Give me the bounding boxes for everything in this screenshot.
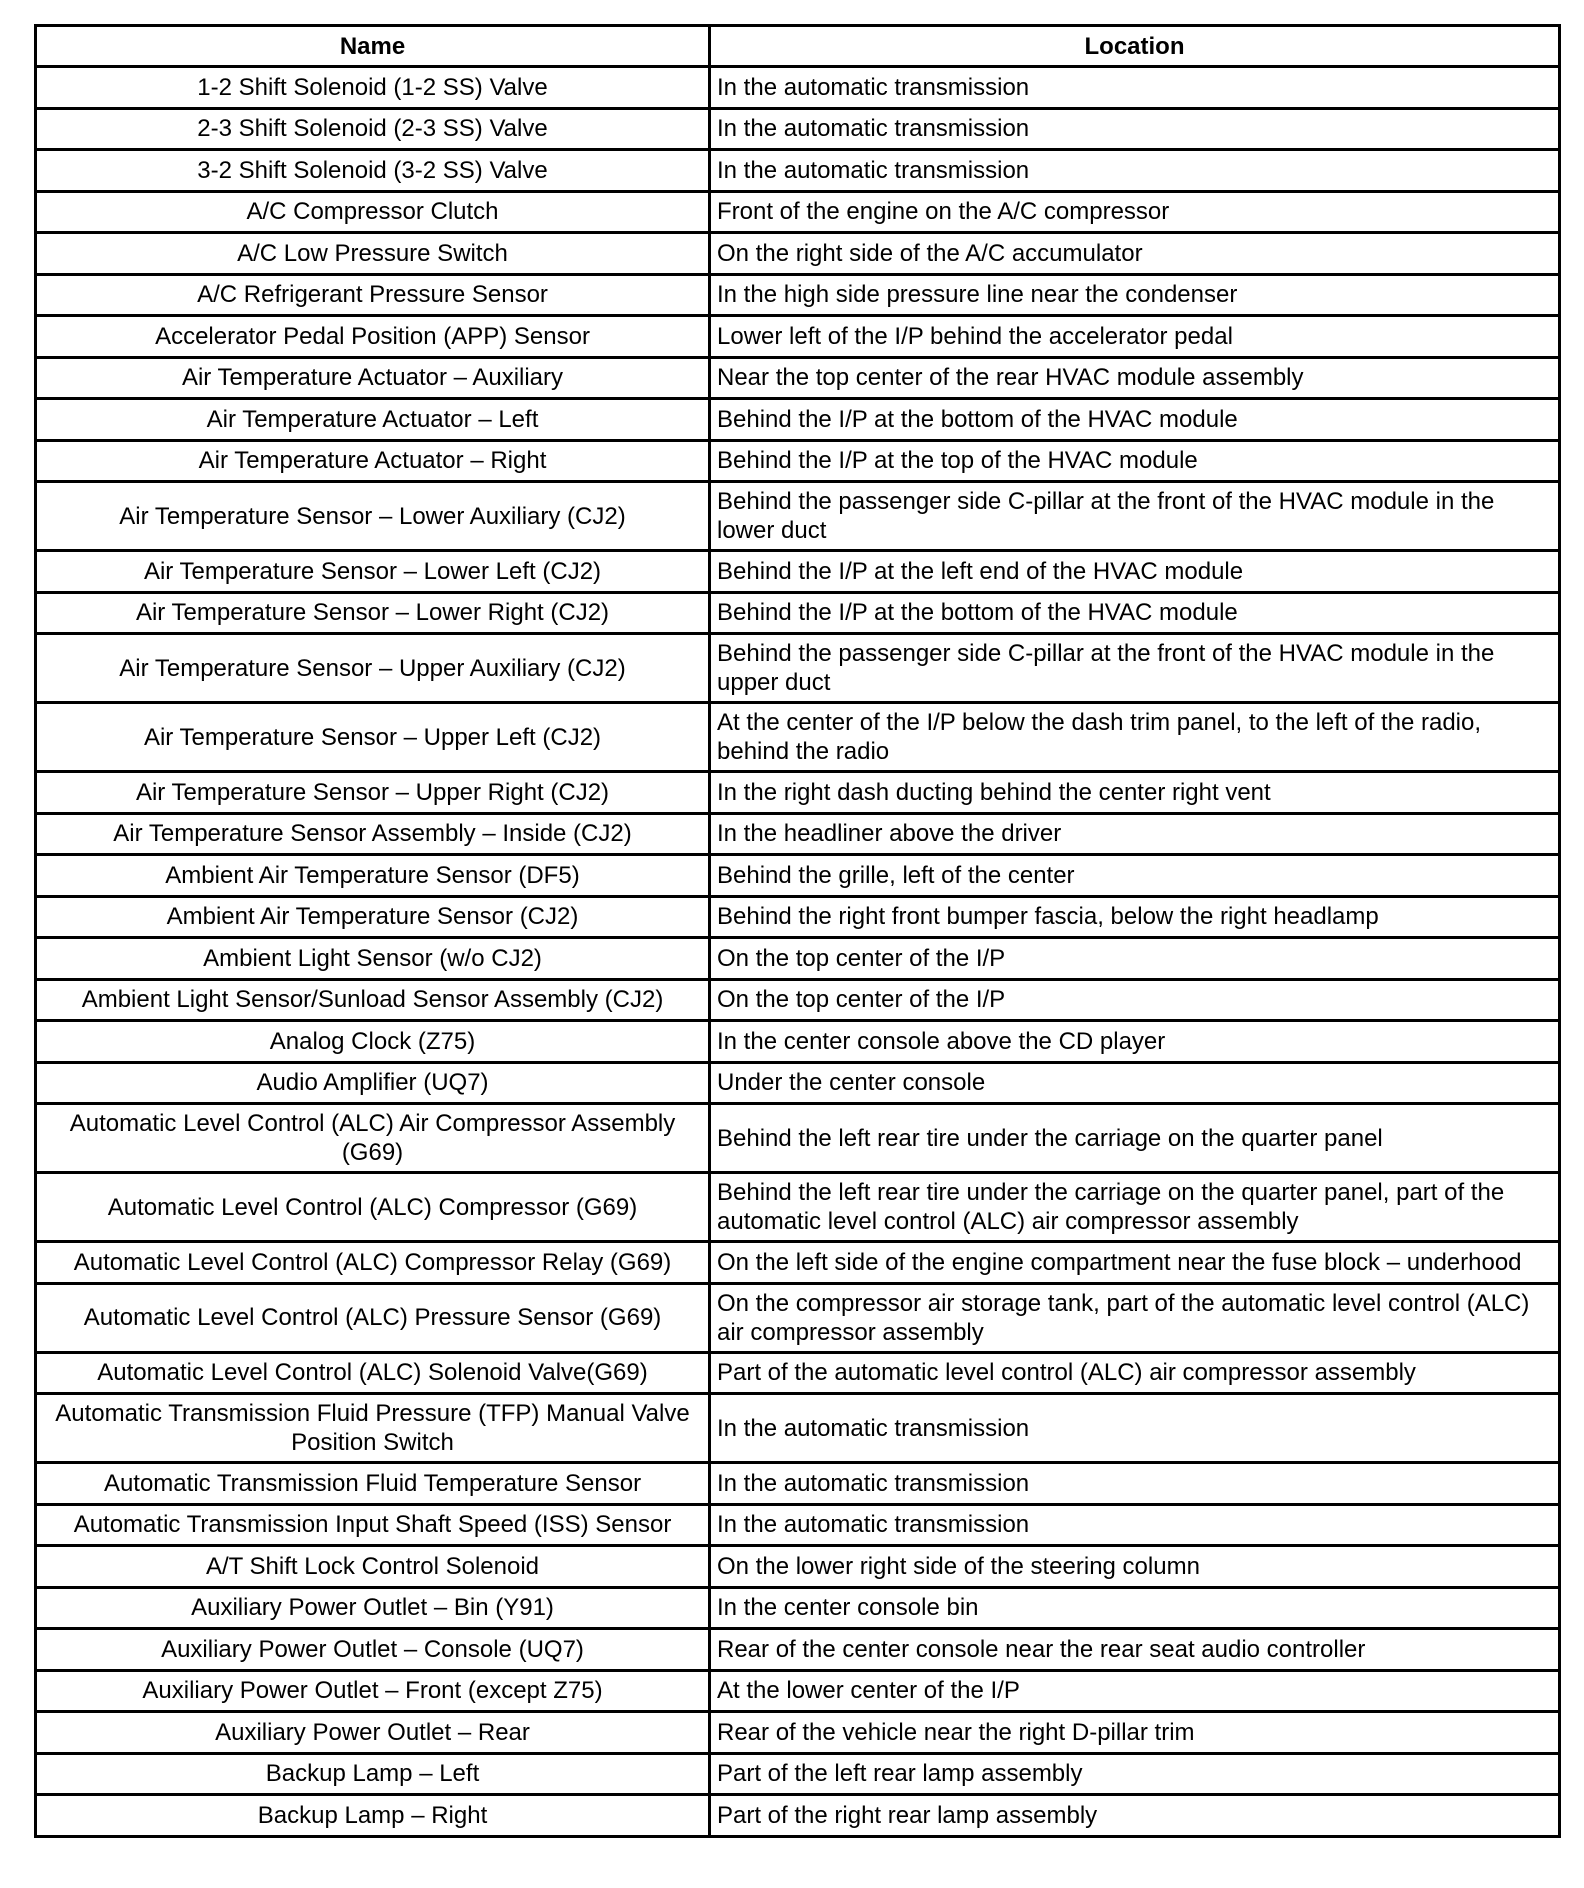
table-row [36,274,1560,316]
table-row [36,855,1560,897]
component-name-cell: Auxiliary Power Outlet – Bin (Y91) [36,1587,710,1629]
location-column-header: Location [710,26,1560,67]
table-row [36,703,1560,772]
table-row [36,772,1560,814]
table-row [36,1283,1560,1352]
component-location-cell: Behind the right front bumper fascia, below the right headlamp [710,896,1560,938]
component-location-cell: In the high side pressure line near the condenser [710,274,1560,316]
component-name-cell: Air Temperature Sensor – Lower Left (CJ2) [36,551,710,593]
table-row [36,938,1560,980]
component-location-cell: Behind the grille, left of the center [710,855,1560,897]
component-location-cell: Behind the I/P at the top of the HVAC module [710,440,1560,482]
component-name-cell: Ambient Light Sensor/Sunload Sensor Assembly (CJ2) [36,979,710,1021]
component-location-cell: On the compressor air storage tank, part of the automatic level control (ALC) air compressor assembly [710,1283,1560,1352]
component-name-cell: Auxiliary Power Outlet – Rear [36,1712,710,1754]
component-name-cell: Air Temperature Actuator – Auxiliary [36,357,710,399]
table-row [36,233,1560,275]
table-row [36,150,1560,192]
component-name-cell: Backup Lamp – Left [36,1753,710,1795]
component-location-cell: In the automatic transmission [710,150,1560,192]
table-row [36,1753,1560,1795]
component-name-cell: Air Temperature Sensor – Lower Auxiliary (CJ2) [36,482,710,551]
component-location-cell: On the left side of the engine compartment near the fuse block – underhood [710,1242,1560,1284]
component-name-cell: Automatic Level Control (ALC) Pressure Sensor (G69) [36,1283,710,1352]
table-row [36,316,1560,358]
component-location-cell: Behind the I/P at the left end of the HVAC module [710,551,1560,593]
component-location-cell: Behind the I/P at the bottom of the HVAC module [710,592,1560,634]
component-location-cell: Behind the passenger side C-pillar at the front of the HVAC module in the lower duct [710,482,1560,551]
table-row [36,482,1560,551]
table-body [36,67,1560,1837]
component-location-cell: In the automatic transmission [710,1394,1560,1463]
component-name-cell: Air Temperature Sensor – Upper Auxiliary (CJ2) [36,634,710,703]
component-name-cell: Ambient Air Temperature Sensor (CJ2) [36,896,710,938]
component-location-cell: On the lower right side of the steering column [710,1546,1560,1588]
component-location-cell: Part of the left rear lamp assembly [710,1753,1560,1795]
table-row [36,1173,1560,1242]
component-location-cell: At the lower center of the I/P [710,1670,1560,1712]
table-row [36,1352,1560,1394]
component-name-cell: Air Temperature Sensor – Upper Left (CJ2) [36,703,710,772]
component-name-cell: A/T Shift Lock Control Solenoid [36,1546,710,1588]
component-name-cell: Automatic Transmission Input Shaft Speed (ISS) Sensor [36,1504,710,1546]
table-row [36,1504,1560,1546]
component-location-cell: Rear of the vehicle near the right D-pillar trim [710,1712,1560,1754]
table-row [36,1021,1560,1063]
table-row [36,813,1560,855]
table-row [36,1587,1560,1629]
table-header-row [36,26,1560,67]
table-row [36,1104,1560,1173]
component-name-cell: Air Temperature Actuator – Right [36,440,710,482]
component-name-cell: Ambient Light Sensor (w/o CJ2) [36,938,710,980]
component-location-cell: Behind the left rear tire under the carriage on the quarter panel, part of the automatic level control (ALC) air compressor assembly [710,1173,1560,1242]
table-row [36,108,1560,150]
component-name-cell: Audio Amplifier (UQ7) [36,1062,710,1104]
component-location-cell: Behind the I/P at the bottom of the HVAC module [710,399,1560,441]
table-row [36,979,1560,1021]
table-row [36,440,1560,482]
component-location-cell: Rear of the center console near the rear seat audio controller [710,1629,1560,1671]
component-location-cell: Front of the engine on the A/C compressor [710,191,1560,233]
table-row [36,399,1560,441]
component-location-cell: On the top center of the I/P [710,979,1560,1021]
component-location-cell: In the automatic transmission [710,1504,1560,1546]
table-row [36,1062,1560,1104]
component-location-cell: In the headliner above the driver [710,813,1560,855]
component-location-cell: Part of the right rear lamp assembly [710,1795,1560,1837]
table-row [36,1670,1560,1712]
component-location-cell: On the top center of the I/P [710,938,1560,980]
component-name-cell: A/C Low Pressure Switch [36,233,710,275]
component-location-cell: At the center of the I/P below the dash trim panel, to the left of the radio, behind the radio [710,703,1560,772]
component-location-cell: In the automatic transmission [710,108,1560,150]
component-name-cell: Automatic Level Control (ALC) Air Compressor Assembly (G69) [36,1104,710,1173]
component-name-cell: Air Temperature Sensor – Lower Right (CJ2) [36,592,710,634]
component-location-cell: Behind the left rear tire under the carriage on the quarter panel [710,1104,1560,1173]
table-row [36,357,1560,399]
table-row [36,1629,1560,1671]
table-row [36,1242,1560,1284]
component-name-cell: Automatic Level Control (ALC) Compressor Relay (G69) [36,1242,710,1284]
component-location-cell: In the center console bin [710,1587,1560,1629]
component-location-cell: Lower left of the I/P behind the accelerator pedal [710,316,1560,358]
table-row [36,592,1560,634]
table-row [36,896,1560,938]
component-name-cell: Automatic Transmission Fluid Pressure (TFP) Manual Valve Position Switch [36,1394,710,1463]
component-location-cell: In the right dash ducting behind the center right vent [710,772,1560,814]
component-name-cell: Automatic Level Control (ALC) Compressor (G69) [36,1173,710,1242]
component-name-cell: Automatic Level Control (ALC) Solenoid Valve(G69) [36,1352,710,1394]
document-page [34,24,1558,1838]
component-name-cell: A/C Refrigerant Pressure Sensor [36,274,710,316]
component-location-table [34,24,1561,1838]
table-row [36,1546,1560,1588]
component-name-cell: 1-2 Shift Solenoid (1-2 SS) Valve [36,67,710,109]
component-name-cell: Backup Lamp – Right [36,1795,710,1837]
component-name-cell: Air Temperature Actuator – Left [36,399,710,441]
component-location-cell: Behind the passenger side C-pillar at the front of the HVAC module in the upper duct [710,634,1560,703]
component-location-cell: Near the top center of the rear HVAC module assembly [710,357,1560,399]
component-location-cell: Under the center console [710,1062,1560,1104]
table-row [36,1795,1560,1837]
component-name-cell: Automatic Transmission Fluid Temperature Sensor [36,1463,710,1505]
component-name-cell: Air Temperature Sensor Assembly – Inside (CJ2) [36,813,710,855]
component-location-cell: In the automatic transmission [710,67,1560,109]
table-row [36,1463,1560,1505]
table-row [36,634,1560,703]
component-name-cell: 3-2 Shift Solenoid (3-2 SS) Valve [36,150,710,192]
component-name-cell: 2-3 Shift Solenoid (2-3 SS) Valve [36,108,710,150]
component-name-cell: Auxiliary Power Outlet – Console (UQ7) [36,1629,710,1671]
component-location-cell: On the right side of the A/C accumulator [710,233,1560,275]
component-name-cell: Air Temperature Sensor – Upper Right (CJ2) [36,772,710,814]
component-name-cell: A/C Compressor Clutch [36,191,710,233]
table-row [36,1394,1560,1463]
component-location-cell: Part of the automatic level control (ALC) air compressor assembly [710,1352,1560,1394]
component-name-cell: Ambient Air Temperature Sensor (DF5) [36,855,710,897]
component-name-cell: Auxiliary Power Outlet – Front (except Z75) [36,1670,710,1712]
table-row [36,1712,1560,1754]
component-location-cell: In the automatic transmission [710,1463,1560,1505]
name-column-header: Name [36,26,710,67]
table-row [36,191,1560,233]
component-name-cell: Analog Clock (Z75) [36,1021,710,1063]
component-location-cell: In the center console above the CD player [710,1021,1560,1063]
component-name-cell: Accelerator Pedal Position (APP) Sensor [36,316,710,358]
table-row [36,67,1560,109]
table-row [36,551,1560,593]
